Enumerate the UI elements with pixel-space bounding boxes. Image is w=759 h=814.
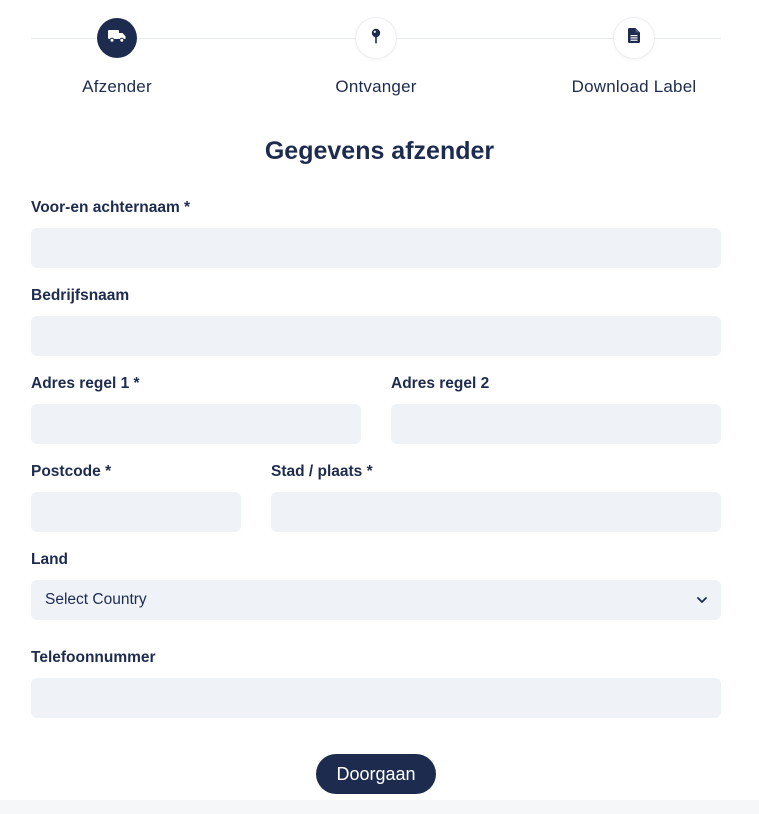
city-label: Stad / plaats * [271,463,373,480]
country-label: Land [31,551,69,568]
step-circle-download-label [614,18,654,58]
continue-button[interactable]: Doorgaan [316,754,436,794]
step-label-ontvanger: Ontvanger [335,77,417,96]
country-select[interactable] [31,580,721,620]
step-ontvanger[interactable] [276,18,476,97]
address1-input[interactable] [31,404,361,444]
step-download-label[interactable] [534,18,734,97]
map-pin-icon [371,28,381,49]
company-label: Bedrijfsnaam [31,287,130,304]
footer-band [0,800,759,814]
full-name-input[interactable] [31,228,721,268]
company-input[interactable] [31,316,721,356]
address2-label: Adres regel 2 [391,375,490,392]
city-input[interactable] [271,492,721,532]
postcode-input[interactable] [31,492,241,532]
progress-stepper [31,18,721,108]
document-icon [628,28,640,48]
step-circle-ontvanger [356,18,396,58]
step-circle-afzender [97,18,137,58]
step-label-afzender: Afzender [82,77,152,96]
step-afzender[interactable] [17,18,217,97]
phone-label: Telefoonnummer [31,649,156,666]
chevron-down-icon [697,591,707,609]
address2-input[interactable] [391,404,721,444]
truck-icon [108,29,126,48]
postcode-label: Postcode * [31,463,112,480]
form-title: Gegevens afzender [264,137,495,165]
phone-input[interactable] [31,678,721,718]
step-label-download-label: Download Label [571,77,697,96]
country-selected-value: Select Country [45,591,147,608]
address1-label: Adres regel 1 * [31,375,140,392]
full-name-label: Voor-en achternaam * [31,199,191,216]
